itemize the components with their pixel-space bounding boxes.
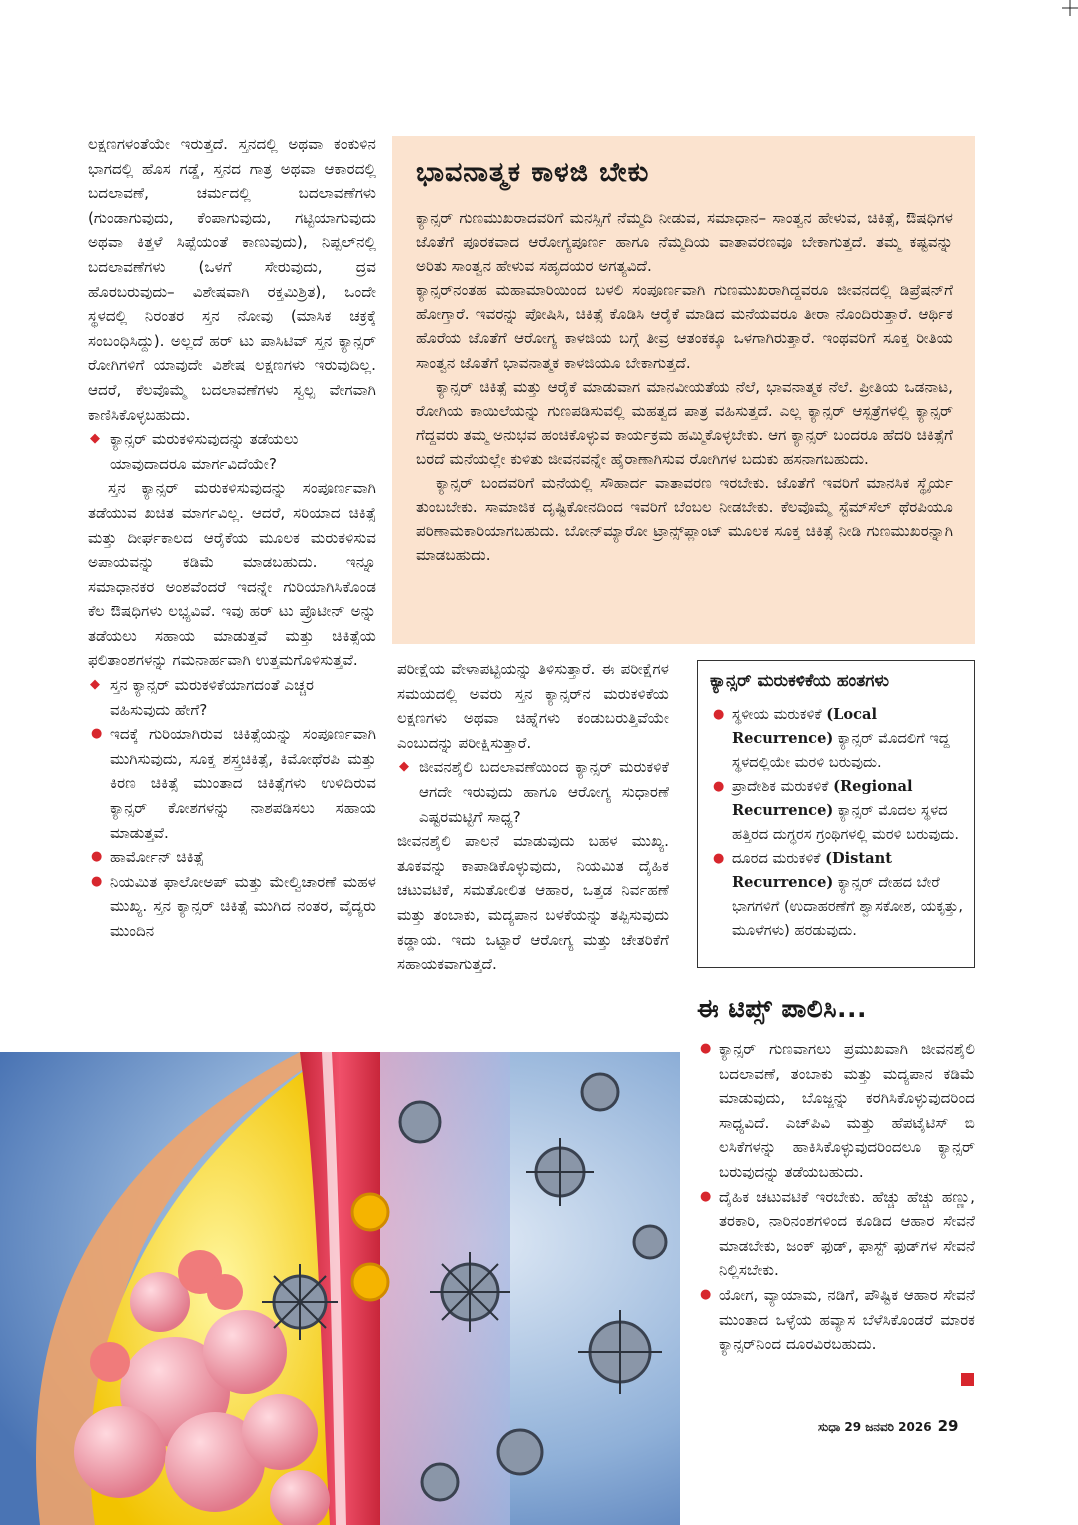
paragraph: ಪರೀಕ್ಷೆಯ ವೇಳಾಪಟ್ಟಿಯನ್ನು ತಿಳಿಸುತ್ತಾರೆ. ಈ ಪರೀಕ್ಷೆಗಳ ಸಮಯದಲ್ಲಿ ಅವರು ಸ್ತನ ಕ್ಯಾನ್ಸರ್‌ನ ಮರುಕಳಿಕೆಯ ಲಕ್ಷಣಗಳು ಅಥವಾ ಚಿಹ್ನೆಗಳು ಕಂಡುಬರುತ್ತಿವೆಯೇ ಎಂಬುದನ್ನು ಪರೀಕ್ಷಿಸುತ್ತಾರೆ. xyxy=(397,660,669,752)
question-heading: ◆ ಕ್ಯಾನ್ಸರ್ ಮರುಕಳಿಸುವುದನ್ನು ತಡೆಯಲು ಯಾವುದಾದರೂ ಮಾರ್ಗವಿದೆಯೇ? xyxy=(88,427,376,476)
box-title: ಭಾವನಾತ್ಮಕ ಕಾಳಜಿ ಬೇಕು xyxy=(416,157,650,188)
stage-description: ಕ್ಯಾನ್ಸರ್ ದೇಹದ ಬೇರೆ ಭಾಗಗಳಿಗೆ (ಉದಾಹರಣೆಗೆ ಶ್ವಾಸಕೋಶ, ಯಕೃತ್ತು, ಮೂಳೆಗಳು) ಹರಡುವುದು. xyxy=(732,874,963,939)
stage-term-english: (Regional Recurrence) xyxy=(732,778,913,819)
emotional-care-box xyxy=(392,136,975,644)
question-heading: ◆ ಸ್ತನ ಕ್ಯಾನ್ಸರ್ ಮರುಕಳಿಕೆಯಾಗದಂತೆ ಎಚ್ಚರ ವಹಿಸುವುದು ಹೇಗೆ? xyxy=(88,673,376,722)
question-heading: ◆ ಜೀವನಶೈಲಿ ಬದಲಾವಣೆಯಿಂದ ಕ್ಯಾನ್ಸರ್ ಮರುಕಳಿಕೆ ಆಗದೇ ಇರುವುದು ಹಾಗೂ ಆರೋಗ್ಯ ಸುಧಾರಣೆ ಎಷ್ಟರಮಟ್ಟಿಗೆ ಸಾಧ್ಯ? xyxy=(397,755,669,829)
end-of-article-mark xyxy=(961,1373,974,1386)
paragraph: ಜೀವನಶೈಲಿ ಪಾಲನೆ ಮಾಡುವುದು ಬಹಳ ಮುಖ್ಯ. ತೂಕವನ್ನು ಕಾಪಾಡಿಕೊಳ್ಳುವುದು, ನಿಯಮಿತ ದೈಹಿಕ ಚಟುವಟಿಕೆ, ಸಮತೋಲಿತ ಆಹಾರ, ಒತ್ತಡ ನಿರ್ವಹಣೆ ಮತ್ತು ತಂಬಾಕು, ಮದ್ಯಪಾನ ಬಳಕೆಯನ್ನು ತಪ್ಪಿಸುವುದು ಕಡ್ಡಾಯ. ಇದು ಒಟ್ಟಾರೆ ಆರೋಗ್ಯ ಮತ್ತು ಚೇತರಿಕೆಗೆ ಸಹಾಯಕವಾಗುತ್ತದೆ. xyxy=(397,832,669,974)
bullet-item: ● ಹಾರ್ಮೋನ್ ಚಿಕಿತ್ಸೆ xyxy=(88,845,376,870)
box-paragraph: ಕ್ಯಾನ್ಸರ್ ಚಿಕಿತ್ಸೆ ಮತ್ತು ಆರೈಕೆ ಮಾಡುವಾಗ ಮಾನವೀಯತೆಯ ನೆಲೆ, ಭಾವನಾತ್ಮಕ ನೆಲೆ. ಪ್ರೀತಿಯ ಒಡನಾಟ, ರೋಗಿಯ ಕಾಯಿಲೆಯನ್ನು ಗುಣಪಡಿಸುವಲ್ಲಿ ಮಹತ್ವದ ಪಾತ್ರ ವಹಿಸುತ್ತದೆ. ಎಲ್ಲ ಕ್ಯಾನ್ಸರ್ ಆಸ್ಪತ್ರೆಗಳಲ್ಲಿ ಕ್ಯಾನ್ಸರ್ ಗೆದ್ದವರು ತಮ್ಮ ಅನುಭವ ಹಂಚಿಕೊಳ್ಳುವ ಕಾರ್ಯಕ್ರಮ ಹಮ್ಮಿಕೊಳ್ಳಬೇಕು. ಆಗ ಕ್ಯಾನ್ಸರ್ ಬಂದರೂ ಹೆದರಿ ಚಿಕಿತ್ಸೆಗೆ ಬರದೆ ಮನೆಯಲ್ಲೇ ಕುಳಿತು ಜೀವನವನ್ನೇ ಹೈರಾಣಾಗಿಸುವ ರೋಗಿಗಳ ಬದುಕು ಹಸನಾಗಬಹುದು. xyxy=(416,377,953,468)
stage-description: ಕ್ಯಾನ್ಸರ್ ಮೊದಲ ಸ್ಥಳದ ಹತ್ತಿರದ ದುಗ್ಧರಸ ಗ್ರಂಥಿಗಳಲ್ಲಿ ಮರಳಿ ಬರುವುದು. xyxy=(732,802,960,843)
recurrence-stages-box xyxy=(697,660,975,968)
stage-term: ಸ್ಥಳೀಯ ಮರುಕಳಿಕೆ xyxy=(732,706,822,723)
tip-item: ● ಯೋಗ, ವ್ಯಾಯಾಮ, ನಡಿಗೆ, ಪೌಷ್ಟಿಕ ಆಹಾರ ಸೇವನೆ ಮುಂತಾದ ಒಳ್ಳೆಯ ಹವ್ಯಾಸ ಬೆಳೆಸಿಕೊಂಡರೆ ಮಾರಕ ಕ್ಯಾನ್ಸರ್‌ನಿಂದ ದೂರವಿರಬಹುದು. xyxy=(697,1283,975,1357)
page-footer xyxy=(818,1417,958,1436)
tip-item: ● ಕ್ಯಾನ್ಸರ್ ಗುಣವಾಗಲು ಪ್ರಮುಖವಾಗಿ ಜೀವನಶೈಲಿ ಬದಲಾವಣೆ, ತಂಬಾಕು ಮತ್ತು ಮದ್ಯಪಾನ ಕಡಿಮೆ ಮಾಡುವುದು, ಬೊಜ್ಜನ್ನು ಕರಗಿಸಿಕೊಳ್ಳುವುದರಿಂದ ಸಾಧ್ಯವಿದೆ. ಎಚ್‌ಪಿವಿ ಮತ್ತು ಹೆಪಟೈಟಿಸ್ ಬಿ ಲಸಿಕೆಗಳನ್ನು ಹಾಕಿಸಿಕೊಳ್ಳುವುದರಿಂದಲೂ ಕ್ಯಾನ್ಸರ್ ಬರುವುದನ್ನು ತಡೆಯಬಹುದು. xyxy=(697,1037,975,1185)
paragraph: ಸ್ತನ ಕ್ಯಾನ್ಸರ್ ಮರುಕಳಿಸುವುದನ್ನು ಸಂಪೂರ್ಣವಾಗಿ ತಡೆಯುವ ಖಚಿತ ಮಾರ್ಗವಿಲ್ಲ. ಆದರೆ, ಸರಿಯಾದ ಚಿಕಿತ್ಸೆ ಮತ್ತು ದೀರ್ಘಕಾಲದ ಆರೈಕೆಯ ಮೂಲಕ ಮರುಕಳಿಸುವ ಅಪಾಯವನ್ನು ಕಡಿಮೆ ಮಾಡಬಹುದು. ಇನ್ನೂ ಸಮಾಧಾನಕರ ಅಂಶವೆಂದರೆ ಇದನ್ನೇ ಗುರಿಯಾಗಿಸಿಕೊಂಡ ಕೆಲ ಔಷಧಿಗಳು ಲಭ್ಯವಿವೆ. ಇವು ಹರ್ ಟು ಪ್ರೊಟೀನ್ ಅನ್ನು ತಡೆಯಲು ಸಹಾಯ ಮಾಡುತ್ತವೆ ಮತ್ತು ಚಿಕಿತ್ಸೆಯ ಫಲಿತಾಂಶಗಳನ್ನು ಗಮನಾರ್ಹವಾಗಿ ಉತ್ತಮಗೊಳಿಸುತ್ತವೆ. xyxy=(88,479,376,670)
registration-mark xyxy=(1062,0,1078,16)
breast-cancer-cell-illustration xyxy=(0,1052,680,1525)
tips-list xyxy=(697,1037,975,1357)
box-paragraph: ಕ್ಯಾನ್ಸರ್ ಗುಣಮುಖರಾದವರಿಗೆ ಮನಸ್ಸಿಗೆ ನೆಮ್ಮದಿ ನೀಡುವ, ಸಮಾಧಾನ– ಸಾಂತ್ವನ ಹೇಳುವ, ಚಿಕಿತ್ಸೆ, ಔಷಧಿಗಳ ಜೊತೆಗೆ ಪೂರಕವಾದ ಆರೋಗ್ಯಪೂರ್ಣ ಹಾಗೂ ನೆಮ್ಮದಿಯ ವಾತಾವರಣವೂ ಬೇಕಾಗುತ್ತದೆ. ತಮ್ಮ ಕಷ್ಟವನ್ನು ಅರಿತು ಸಾಂತ್ವನ ಹೇಳುವ ಸಹೃದಯರ ಅಗತ್ಯವಿದೆ. xyxy=(416,209,953,276)
article-column-2 xyxy=(397,657,669,977)
stage-item xyxy=(710,775,964,847)
stage-item xyxy=(710,703,964,775)
stage-term-english: (Local Recurrence) xyxy=(732,706,877,747)
article-column-1 xyxy=(88,132,376,944)
tips-title: ಈ ಟಿಪ್ಸ್ ಪಾಲಿಸಿ... xyxy=(697,994,867,1023)
issue-info: ಸುಧಾ 29 ಜನವರಿ 2026 xyxy=(818,1420,932,1434)
stage-term: ಪ್ರಾದೇಶಿಕ ಮರುಕಳಿಕೆ xyxy=(732,778,829,795)
tip-item: ● ದೈಹಿಕ ಚಟುವಟಿಕೆ ಇರಬೇಕು. ಹೆಚ್ಚು ಹೆಚ್ಚು ಹಣ್ಣು, ತರಕಾರಿ, ನಾರಿನಂಶಗಳಿಂದ ಕೂಡಿದ ಆಹಾರ ಸೇವನೆ ಮಾಡಬೇಕು, ಜಂಕ್ ಫುಡ್, ಫಾಸ್ಟ್ ಫುಡ್‌ಗಳ ಸೇವನೆ ನಿಲ್ಲಿಸಬೇಕು. xyxy=(697,1185,975,1283)
stages-title: ಕ್ಯಾನ್ಸರ್ ಮರುಕಳಿಕೆಯ ಹಂತಗಳು xyxy=(710,671,890,691)
bullet-item: ● ಇದಕ್ಕೆ ಗುರಿಯಾಗಿರುವ ಚಿಕಿತ್ಸೆಯನ್ನು ಸಂಪೂರ್ಣವಾಗಿ ಮುಗಿಸುವುದು, ಸೂಕ್ತ ಶಸ್ತ್ರಚಿಕಿತ್ಸೆ, ಕಿಮೋಥೆರಪಿ ಮತ್ತು ಕಿರಣ ಚಿಕಿತ್ಸೆ ಮುಂತಾದ ಚಿಕಿತ್ಸೆಗಳು ಉಳಿದಿರುವ ಕ್ಯಾನ್ಸರ್ ಕೋಶಗಳನ್ನು ನಾಶಪಡಿಸಲು ಸಹಾಯ ಮಾಡುತ್ತವೆ. xyxy=(88,722,376,845)
bullet-item: ● ನಿಯಮಿತ ಫಾಲೋಅಪ್ ಮತ್ತು ಮೇಲ್ವಿಚಾರಣೆ ಮಹಳ ಮುಖ್ಯ. ಸ್ತನ ಕ್ಯಾನ್ಸರ್ ಚಿಕಿತ್ಸೆ ಮುಗಿದ ನಂತರ, ವೈದ್ಯರು ಮುಂದಿನ xyxy=(88,870,376,944)
stage-description: ಕ್ಯಾನ್ಸರ್ ಮೊದಲಿಗೆ ಇದ್ದ ಸ್ಥಳದಲ್ಲಿಯೇ ಮರಳಿ ಬರುವುದು. xyxy=(732,730,950,771)
box-paragraph: ಕ್ಯಾನ್ಸರ್‌ನಂತಹ ಮಹಾಮಾರಿಯಿಂದ ಬಳಲಿ ಸಂಪೂರ್ಣವಾಗಿ ಗುಣಮುಖರಾಗಿದ್ದವರೂ ಜೀವನದಲ್ಲಿ ಡಿಪ್ರೆಷನ್‌ಗೆ ಹೋಗ್ತಾರೆ. ಇವರನ್ನು ಪೋಷಿಸಿ, ಚಿಕಿತ್ಸೆ ಕೊಡಿಸಿ ಆರೈಕೆ ಮಾಡಿದ ಮನೆಯವರೂ ತೀರಾ ನೊಂದಿರುತ್ತಾರೆ. ಆರ್ಥಿಕ ಹೊರೆಯ ಜೊತೆಗೆ ಆರೋಗ್ಯ ಕಾಳಜಿಯ ಬಗ್ಗೆ ತೀವ್ರ ಆತಂಕಕ್ಕೂ ಒಳಗಾಗಿರುತ್ತಾರೆ. ಇಂಥವರಿಗೆ ಸೂಕ್ತ ರೀತಿಯ ಸಾಂತ್ವನ ಜೊತೆಗೆ ಭಾವನಾತ್ಮಕ ಕಾಳಜಿಯೂ ಬೇಕಾಗುತ್ತದೆ. xyxy=(416,281,953,372)
stage-term-english: (Distant Recurrence) xyxy=(732,850,892,891)
paragraph: ಲಕ್ಷಣಗಳಂತೆಯೇ ಇರುತ್ತದೆ. ಸ್ತನದಲ್ಲಿ ಅಥವಾ ಕಂಕುಳಿನ ಭಾಗದಲ್ಲಿ ಹೊಸ ಗಡ್ಡೆ, ಸ್ತನದ ಗಾತ್ರ ಅಥವಾ ಆಕಾರದಲ್ಲಿ ಬದಲಾವಣೆ, ಚರ್ಮದಲ್ಲಿ ಬದಲಾವಣೆಗಳು (ಗುಂಡಾಗುವುದು, ಕೆಂಪಾಗುವುದು, ಗಟ್ಟಿಯಾಗುವುದು ಅಥವಾ ಕಿತ್ತಳೆ ಸಿಪ್ಪೆಯಂತೆ ಕಾಣುವುದು), ನಿಪ್ಪಲ್‌ನಲ್ಲಿ ಬದಲಾವಣೆಗಳು (ಒಳಗೆ ಸೇರುವುದು, ದ್ರವ ಹೊರಬರುವುದು– ವಿಶೇಷವಾಗಿ ರಕ್ತಮಿಶ್ರಿತ), ಒಂದೇ ಸ್ಥಳದಲ್ಲಿ ನಿರಂತರ ಸ್ತನ ನೋವು (ಮಾಸಿಕ ಚಕ್ರಕ್ಕೆ ಸಂಬಂಧಿಸಿದ್ದು). ಅಲ್ಲದೆ ಹರ್ ಟು ಪಾಸಿಟಿವ್ ಸ್ತನ ಕ್ಯಾನ್ಸರ್ ರೋಗಿಗಳಿಗೆ ಯಾವುದೇ ವಿಶೇಷ ಲಕ್ಷಣಗಳು ಇರುವುದಿಲ್ಲ. ಆದರೆ, ಕೆಲವೊಮ್ಮೆ ಬದಲಾವಣೆಗಳು ಸ್ವಲ್ಪ ವೇಗವಾಗಿ ಕಾಣಿಸಿಕೊಳ್ಳಬಹುದು. xyxy=(88,135,376,424)
stage-item xyxy=(710,847,964,943)
page-number: 29 xyxy=(937,1417,959,1435)
stage-term: ದೂರದ ಮರುಕಳಿಕೆ xyxy=(732,850,821,867)
box-paragraph: ಕ್ಯಾನ್ಸರ್ ಬಂದವರಿಗೆ ಮನೆಯಲ್ಲಿ ಸೌಹಾರ್ದ ವಾತಾವರಣ ಇರಬೇಕು. ಜೊತೆಗೆ ಇವರಿಗೆ ಮಾನಸಿಕ ಸ್ಥೈರ್ಯ ತುಂಬಬೇಕು. ಸಾಮಾಜಿಕ ದೃಷ್ಟಿಕೋನದಿಂದ ಇವರಿಗೆ ಬೆಂಬಲ ನೀಡಬೇಕು. ಕೆಲವೊಮ್ಮೆ ಸ್ಟೆಮ್‌ಸೆಲ್ ಥೆರಪಿಯೂ ಪರಿಣಾಮಕಾರಿಯಾಗಬಹುದು. ಬೋನ್‌ಮ್ಯಾರೋ ಟ್ರಾನ್ಸ್‌ಪ್ಲಾಂಟ್ ಮೂಲಕ ಸೂಕ್ತ ಚಿಕಿತ್ಸೆ ನೀಡಿ ಗುಣಮುಖರನ್ನಾಗಿ ಮಾಡಬಹುದು. xyxy=(416,474,953,565)
